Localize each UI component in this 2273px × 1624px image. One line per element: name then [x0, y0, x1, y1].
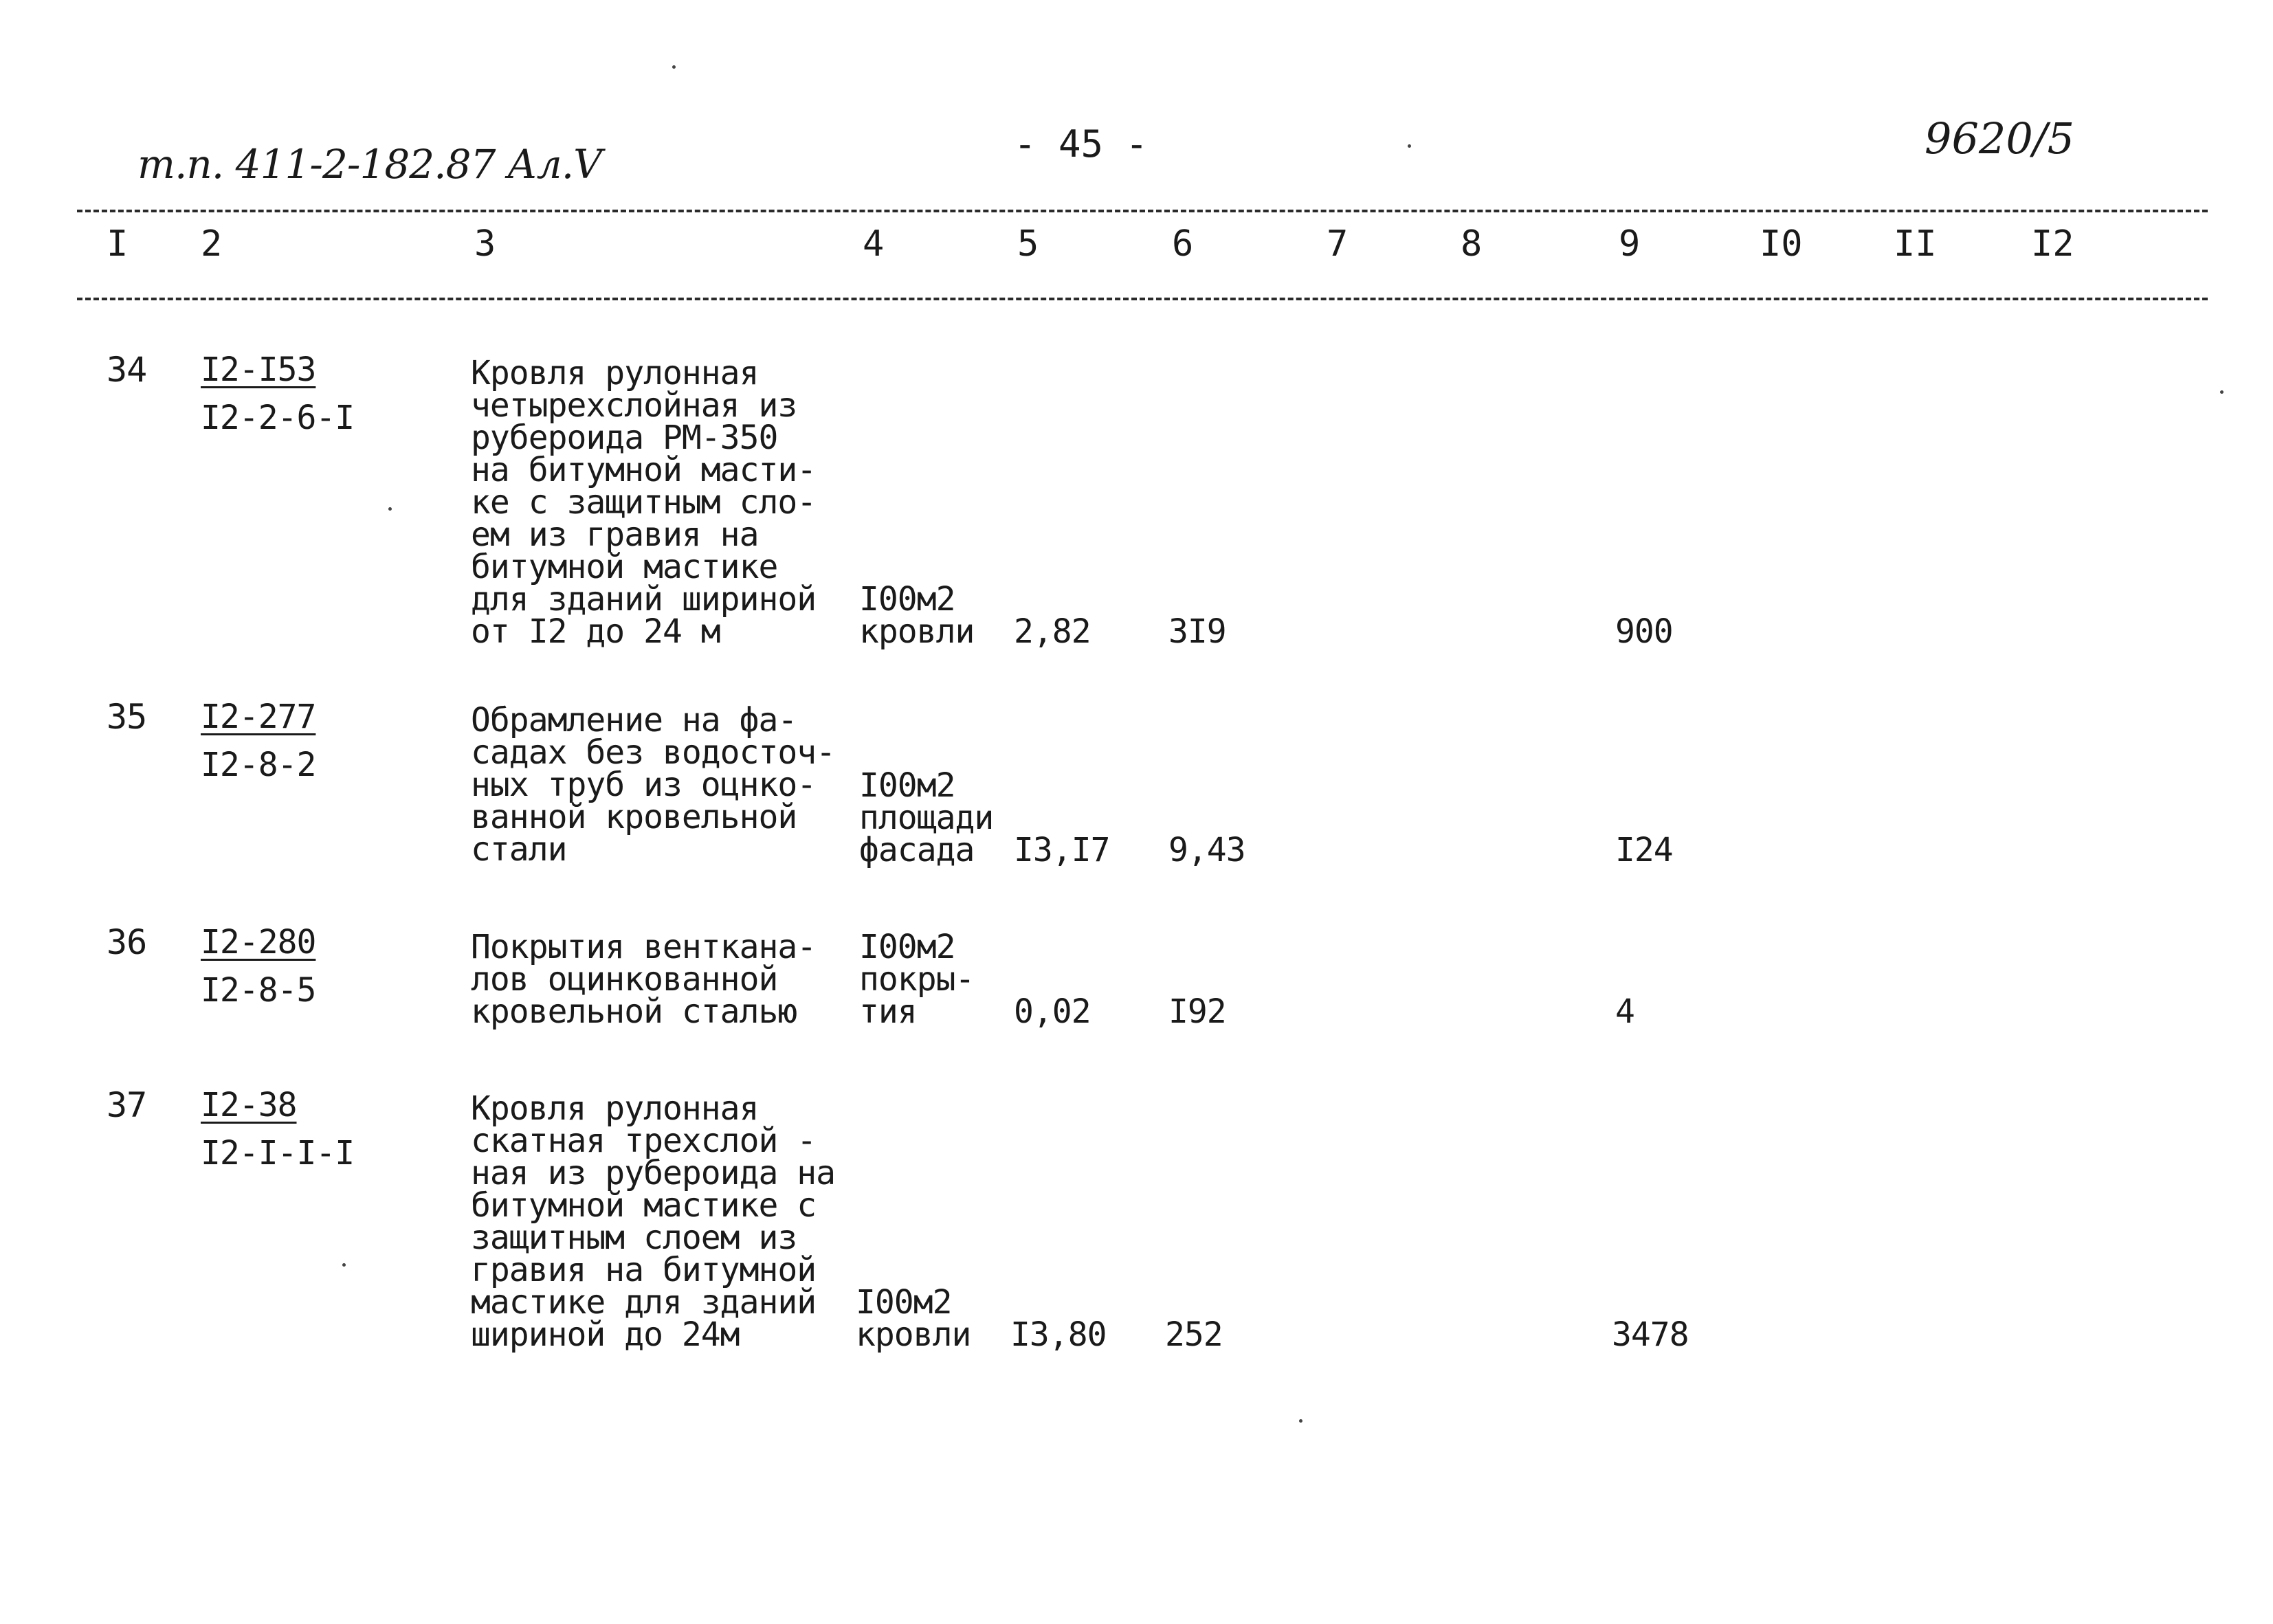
work-description: Кровля рулонная четырехслойная из рубероида РМ-350 на битумной масти- ке с защитным сло- ем из гравия на битумной мастике для зданий шириной от I2 до 24 м: [471, 354, 817, 651]
scan-speck: [1299, 1419, 1302, 1423]
column-6-value: 252: [1165, 1315, 1223, 1354]
column-6-value: 3I9: [1168, 612, 1226, 651]
column-9-value: 900: [1615, 612, 1673, 651]
quantity: I3,I7: [1014, 831, 1110, 869]
scan-speck: [388, 507, 392, 511]
scan-speck: [1408, 144, 1411, 148]
column-number: I: [107, 223, 129, 265]
norm-subcode: I2-2-6-I: [201, 399, 355, 437]
column-number: 7: [1327, 223, 1349, 265]
column-number: 2: [201, 223, 223, 265]
column-number: 5: [1017, 223, 1039, 265]
row-number: 37: [107, 1085, 147, 1125]
document-code: т.п. 411-2-182.87 Ал.V: [137, 141, 602, 188]
row-number: 35: [107, 697, 147, 737]
norm-subcode: I2-8-5: [201, 971, 316, 1010]
column-6-value: I92: [1168, 992, 1226, 1031]
column-9-value: 3478: [1612, 1315, 1689, 1354]
table-top-rule: [77, 210, 2208, 212]
column-number: 9: [1619, 223, 1641, 265]
row-number: 34: [107, 350, 147, 390]
norm-code: I2-277: [201, 698, 316, 736]
column-number: 4: [863, 223, 885, 265]
table-header-rule: [77, 298, 2208, 300]
page-number: - 45 -: [1014, 122, 1149, 166]
column-number: 3: [474, 223, 496, 265]
unit-of-measure: I00м2 покры- тия: [859, 928, 975, 1031]
column-number: 6: [1172, 223, 1194, 265]
unit-of-measure: I00м2 кровли: [856, 1283, 971, 1354]
row-number: 36: [107, 922, 147, 962]
sheet-number: 9620/5: [1925, 113, 2075, 164]
quantity: 0,02: [1014, 992, 1091, 1031]
scan-speck: [2220, 390, 2224, 394]
column-number: II: [1894, 223, 1937, 265]
scan-speck: [342, 1263, 346, 1267]
quantity: I3,80: [1010, 1315, 1107, 1354]
unit-of-measure: I00м2 кровли: [859, 580, 975, 651]
column-number: 8: [1461, 223, 1483, 265]
column-number: I0: [1760, 223, 1803, 265]
work-description: Обрамление на фа- садах без водосточ- ных труб из оцнко- ванной кровельной стали: [471, 701, 836, 869]
norm-code: I2-I53: [201, 351, 316, 389]
norm-subcode: I2-I-I-I: [201, 1134, 355, 1172]
scan-speck: [672, 65, 676, 69]
work-description: Покрытия венткана- лов оцинкованной кровельной сталью: [471, 928, 817, 1031]
work-description: Кровля рулонная скатная трехслой - ная из рубероида на битумной мастике с защитным слоем из гравия на битумной мастике для зданий шириной до 24м: [471, 1089, 836, 1354]
norm-subcode: I2-8-2: [201, 746, 316, 784]
norm-code: I2-38: [201, 1086, 297, 1124]
column-6-value: 9,43: [1168, 831, 1245, 869]
column-9-value: I24: [1615, 831, 1673, 869]
unit-of-measure: I00м2 площади фасада: [859, 766, 994, 869]
column-9-value: 4: [1615, 992, 1634, 1031]
quantity: 2,82: [1014, 612, 1091, 651]
norm-code: I2-280: [201, 923, 316, 961]
column-number: I2: [2031, 223, 2074, 265]
